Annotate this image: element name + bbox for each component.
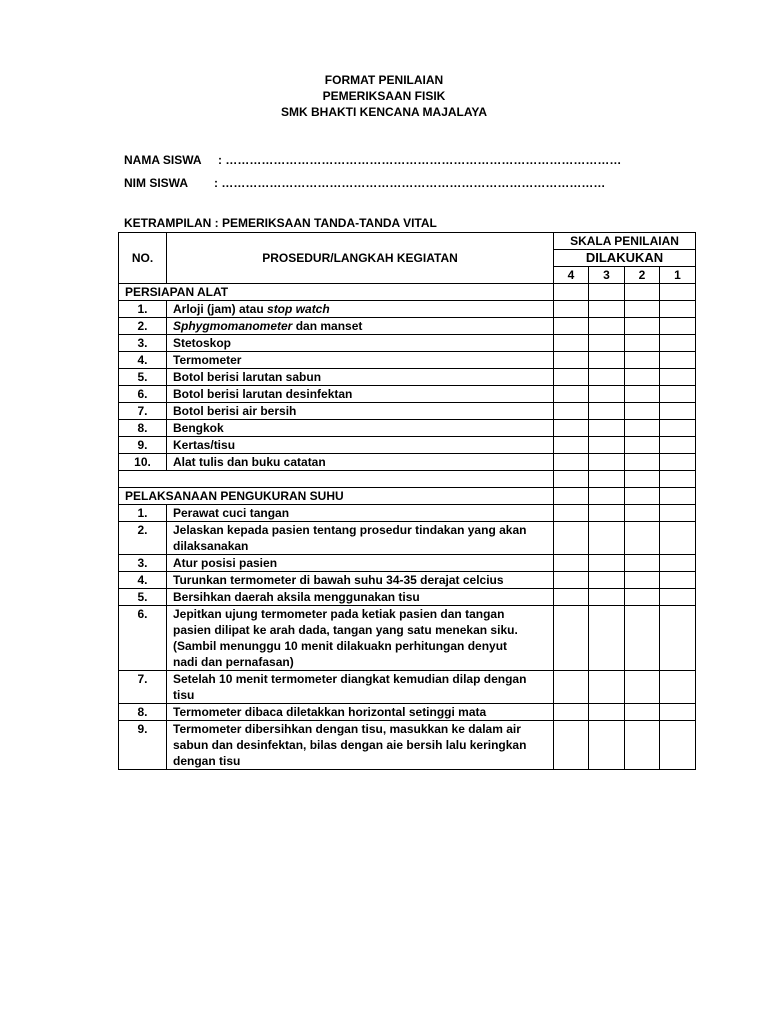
column-header-done: DILAKUKAN	[554, 250, 696, 267]
section-persiapan-title: PERSIAPAN ALAT	[119, 284, 554, 301]
step-line: pasien dilipat ke arah dada, tangan yang satu menekan siku.	[173, 623, 518, 637]
pelaksanaan-4-score-1-cell[interactable]	[660, 572, 696, 589]
item-number: 8.	[119, 420, 167, 437]
assessment-table	[118, 232, 696, 770]
item-number: 10.	[119, 454, 167, 471]
item-number: 6.	[119, 386, 167, 403]
pelaksanaan-5-score-4-cell[interactable]	[554, 589, 589, 606]
persiapan-6-score-4-cell[interactable]	[554, 386, 589, 403]
pelaksanaan-2-score-2-cell[interactable]	[625, 522, 660, 555]
procedure-step	[167, 589, 554, 606]
procedure-step	[167, 555, 554, 572]
table-row	[119, 335, 696, 352]
pelaksanaan-1-score-4-cell[interactable]	[554, 505, 589, 522]
item-number: 1.	[119, 505, 167, 522]
procedure-step	[167, 505, 554, 522]
pelaksanaan-3-score-4-cell[interactable]	[554, 555, 589, 572]
pelaksanaan-4-score-2-cell[interactable]	[625, 572, 660, 589]
score-header-2: 2	[625, 267, 660, 284]
item-number: 5.	[119, 369, 167, 386]
item-number: 1.	[119, 301, 167, 318]
table-row	[119, 318, 696, 335]
step-text: Bengkok	[173, 421, 224, 435]
persiapan-1-score-4-cell[interactable]	[554, 301, 589, 318]
persiapan-7-score-4-cell[interactable]	[554, 403, 589, 420]
step-line: Termometer dibersihkan dengan tisu, masukkan ke dalam air	[173, 722, 521, 736]
pelaksanaan-4-score-4-cell[interactable]	[554, 572, 589, 589]
section-pelaksanaan-title: PELAKSANAAN PENGUKURAN SUHU	[119, 488, 554, 505]
column-header-scale: SKALA PENILAIAN	[554, 233, 696, 250]
student-nim-row	[124, 176, 605, 190]
table-row	[119, 403, 696, 420]
step-line: Setelah 10 menit termometer diangkat kemudian dilap dengan	[173, 672, 527, 686]
pelaksanaan-4-score-3-cell[interactable]	[589, 572, 625, 589]
table-row	[119, 505, 696, 522]
step-line: dilaksanakan	[173, 539, 249, 553]
pelaksanaan-7-score-3-cell[interactable]	[589, 671, 625, 704]
pelaksanaan-5-score-2-cell[interactable]	[625, 589, 660, 606]
persiapan-5-score-1-cell[interactable]	[660, 369, 696, 386]
student-name-row	[124, 153, 621, 167]
table-row	[119, 386, 696, 403]
section-pelaksanaan-score-1-cell[interactable]	[660, 488, 696, 505]
procedure-step	[167, 454, 554, 471]
persiapan-4-score-4-cell[interactable]	[554, 352, 589, 369]
header-line-3: SMK BHAKTI KENCANA MAJALAYA	[280, 105, 487, 119]
step-text-after: dan manset	[292, 319, 363, 333]
section-pelaksanaan-score-4-cell[interactable]	[554, 488, 589, 505]
table-row	[119, 555, 696, 572]
step-line: Jepitkan ujung termometer pada ketiak pasien dan tangan	[173, 607, 505, 621]
score-header-4: 4	[554, 267, 589, 284]
document-header	[0, 72, 768, 120]
persiapan-4-score-1-cell[interactable]	[660, 352, 696, 369]
persiapan-10-score-4-cell[interactable]	[554, 454, 589, 471]
persiapan-8-score-3-cell[interactable]	[589, 420, 625, 437]
section-persiapan-score-2-cell[interactable]	[625, 284, 660, 301]
item-number: 9.	[119, 437, 167, 454]
section-persiapan-score-1-cell[interactable]	[660, 284, 696, 301]
pelaksanaan-5-score-3-cell[interactable]	[589, 589, 625, 606]
item-number: 2.	[119, 318, 167, 335]
pelaksanaan-6-score-1-cell[interactable]	[660, 606, 696, 671]
pelaksanaan-1-score-2-cell[interactable]	[625, 505, 660, 522]
step-line: Perawat cuci tangan	[173, 506, 290, 520]
pelaksanaan-6-score-3-cell[interactable]	[589, 606, 625, 671]
step-text-italic: Sphygmomanometer	[173, 319, 293, 333]
procedure-step	[167, 386, 554, 403]
column-header-no: NO.	[119, 233, 167, 284]
step-line: Turunkan termometer di bawah suhu 34-35 derajat celcius	[173, 573, 504, 587]
persiapan-3-score-2-cell[interactable]	[625, 335, 660, 352]
pelaksanaan-3-score-2-cell[interactable]	[625, 555, 660, 572]
column-header-procedure: PROSEDUR/LANGKAH KEGIATAN	[167, 233, 554, 284]
item-number: 2.	[119, 522, 167, 555]
pelaksanaan-9-score-4-cell[interactable]	[554, 721, 589, 770]
table-row	[119, 606, 696, 671]
procedure-step	[167, 704, 554, 721]
step-text-italic: stop watch	[267, 302, 330, 316]
procedure-step	[167, 437, 554, 454]
table-row	[119, 572, 696, 589]
header-line-2: PEMERIKSAAN FISIK	[322, 89, 446, 103]
persiapan-2-score-3-cell[interactable]	[589, 318, 625, 335]
persiapan-8-score-2-cell[interactable]	[625, 420, 660, 437]
spacer-row	[119, 471, 696, 488]
pelaksanaan-7-score-2-cell[interactable]	[625, 671, 660, 704]
persiapan-10-score-2-cell[interactable]	[625, 454, 660, 471]
item-number: 7.	[119, 671, 167, 704]
persiapan-2-score-4-cell[interactable]	[554, 318, 589, 335]
pelaksanaan-8-score-1-cell[interactable]	[660, 704, 696, 721]
persiapan-4-score-2-cell[interactable]	[625, 352, 660, 369]
persiapan-7-score-1-cell[interactable]	[660, 403, 696, 420]
step-line: sabun dan desinfektan, bilas dengan aie bersih lalu keringkan	[173, 738, 527, 752]
procedure-step	[167, 318, 554, 335]
step-line: Termometer dibaca diletakkan horizontal setinggi mata	[173, 705, 487, 719]
table-row	[119, 704, 696, 721]
pelaksanaan-5-score-1-cell[interactable]	[660, 589, 696, 606]
pelaksanaan-2-score-4-cell[interactable]	[554, 522, 589, 555]
pelaksanaan-6-score-4-cell[interactable]	[554, 606, 589, 671]
persiapan-3-score-3-cell[interactable]	[589, 335, 625, 352]
table-row	[119, 454, 696, 471]
step-line: Bersihkan daerah aksila menggunakan tisu	[173, 590, 420, 604]
score-header-1: 1	[660, 267, 696, 284]
spacer-cell	[119, 471, 554, 488]
item-number: 3.	[119, 335, 167, 352]
student-name-label: NAMA SISWA	[124, 153, 202, 167]
procedure-step	[167, 403, 554, 420]
step-text: Alat tulis dan buku catatan	[173, 455, 326, 469]
persiapan-9-score-1-cell[interactable]	[660, 437, 696, 454]
persiapan-1-score-3-cell[interactable]	[589, 301, 625, 318]
persiapan-7-score-2-cell[interactable]	[625, 403, 660, 420]
score-header-3: 3	[589, 267, 625, 284]
section-persiapan-row	[119, 284, 696, 301]
procedure-step	[167, 671, 554, 704]
persiapan-9-score-2-cell[interactable]	[625, 437, 660, 454]
header-line-1: FORMAT PENILAIAN	[324, 73, 444, 87]
persiapan-9-score-3-cell[interactable]	[589, 437, 625, 454]
step-text: Botol berisi air bersih	[173, 404, 297, 418]
step-line: Atur posisi pasien	[173, 556, 278, 570]
persiapan-2-score-1-cell[interactable]	[660, 318, 696, 335]
table-row	[119, 352, 696, 369]
persiapan-2-score-2-cell[interactable]	[625, 318, 660, 335]
item-number: 4.	[119, 572, 167, 589]
pelaksanaan-2-score-3-cell[interactable]	[589, 522, 625, 555]
pelaksanaan-9-score-1-cell[interactable]	[660, 721, 696, 770]
step-line: (Sambil menunggu 10 menit dilakuakn perhitungan denyut	[173, 639, 508, 653]
procedure-step	[167, 369, 554, 386]
step-line: Jelaskan kepada pasien tentang prosedur tindakan yang akan	[173, 523, 527, 537]
persiapan-6-score-3-cell[interactable]	[589, 386, 625, 403]
persiapan-5-score-4-cell[interactable]	[554, 369, 589, 386]
step-text: Stetoskop	[173, 336, 232, 350]
persiapan-5-score-2-cell[interactable]	[625, 369, 660, 386]
pelaksanaan-8-score-4-cell[interactable]	[554, 704, 589, 721]
item-number: 6.	[119, 606, 167, 671]
step-line: dengan tisu	[173, 754, 241, 768]
pelaksanaan-9-score-2-cell[interactable]	[625, 721, 660, 770]
persiapan-8-score-1-cell[interactable]	[660, 420, 696, 437]
persiapan-10-score-1-cell[interactable]	[660, 454, 696, 471]
pelaksanaan-8-score-2-cell[interactable]	[625, 704, 660, 721]
procedure-step	[167, 352, 554, 369]
student-nim-label: NIM SISWA	[124, 176, 189, 190]
item-number: 9.	[119, 721, 167, 770]
section-pelaksanaan-score-3-cell[interactable]	[589, 488, 625, 505]
section-pelaksanaan-score-2-cell[interactable]	[625, 488, 660, 505]
persiapan-5-score-3-cell[interactable]	[589, 369, 625, 386]
table-row	[119, 369, 696, 386]
item-number: 8.	[119, 704, 167, 721]
pelaksanaan-9-score-3-cell[interactable]	[589, 721, 625, 770]
persiapan-3-score-1-cell[interactable]	[660, 335, 696, 352]
item-number: 7.	[119, 403, 167, 420]
persiapan-10-score-3-cell[interactable]	[589, 454, 625, 471]
persiapan-3-score-4-cell[interactable]	[554, 335, 589, 352]
pelaksanaan-3-score-3-cell[interactable]	[589, 555, 625, 572]
pelaksanaan-7-score-1-cell[interactable]	[660, 671, 696, 704]
section-persiapan-score-3-cell[interactable]	[589, 284, 625, 301]
persiapan-6-score-2-cell[interactable]	[625, 386, 660, 403]
procedure-step	[167, 335, 554, 352]
step-line: tisu	[173, 688, 195, 702]
pelaksanaan-6-score-2-cell[interactable]	[625, 606, 660, 671]
persiapan-6-score-1-cell[interactable]	[660, 386, 696, 403]
spacer-score-3-cell[interactable]	[589, 471, 625, 488]
procedure-step	[167, 606, 554, 671]
section-pelaksanaan-row	[119, 488, 696, 505]
pelaksanaan-1-score-1-cell[interactable]	[660, 505, 696, 522]
procedure-step	[167, 572, 554, 589]
persiapan-8-score-4-cell[interactable]	[554, 420, 589, 437]
table-row	[119, 522, 696, 555]
skill-title: KETRAMPILAN : PEMERIKSAAN TANDA-TANDA VITAL	[124, 216, 437, 230]
item-number: 4.	[119, 352, 167, 369]
item-number: 5.	[119, 589, 167, 606]
procedure-step	[167, 522, 554, 555]
student-name-field[interactable]: : ………………………………………………………………………………………	[218, 153, 622, 167]
step-line: nadi dan pernafasan)	[173, 655, 294, 669]
table-row	[119, 721, 696, 770]
pelaksanaan-1-score-3-cell[interactable]	[589, 505, 625, 522]
item-number: 3.	[119, 555, 167, 572]
table-row	[119, 437, 696, 454]
spacer-score-1-cell[interactable]	[660, 471, 696, 488]
persiapan-1-score-1-cell[interactable]	[660, 301, 696, 318]
spacer-score-2-cell[interactable]	[625, 471, 660, 488]
persiapan-4-score-3-cell[interactable]	[589, 352, 625, 369]
procedure-step	[167, 721, 554, 770]
persiapan-1-score-2-cell[interactable]	[625, 301, 660, 318]
pelaksanaan-7-score-4-cell[interactable]	[554, 671, 589, 704]
procedure-step	[167, 420, 554, 437]
step-text: Botol berisi larutan sabun	[173, 370, 322, 384]
student-nim-field[interactable]: : ……………………………………………………………………………………	[214, 176, 606, 190]
pelaksanaan-8-score-3-cell[interactable]	[589, 704, 625, 721]
table-row	[119, 589, 696, 606]
table-row	[119, 671, 696, 704]
procedure-step	[167, 301, 554, 318]
step-text: Termometer	[173, 353, 242, 367]
spacer-score-4-cell[interactable]	[554, 471, 589, 488]
persiapan-7-score-3-cell[interactable]	[589, 403, 625, 420]
step-text: Kertas/tisu	[173, 438, 236, 452]
step-text: Arloji (jam) atau	[173, 302, 268, 316]
table-row	[119, 301, 696, 318]
pelaksanaan-3-score-1-cell[interactable]	[660, 555, 696, 572]
table-row	[119, 420, 696, 437]
section-persiapan-score-4-cell[interactable]	[554, 284, 589, 301]
pelaksanaan-2-score-1-cell[interactable]	[660, 522, 696, 555]
persiapan-9-score-4-cell[interactable]	[554, 437, 589, 454]
step-text: Botol berisi larutan desinfektan	[173, 387, 353, 401]
